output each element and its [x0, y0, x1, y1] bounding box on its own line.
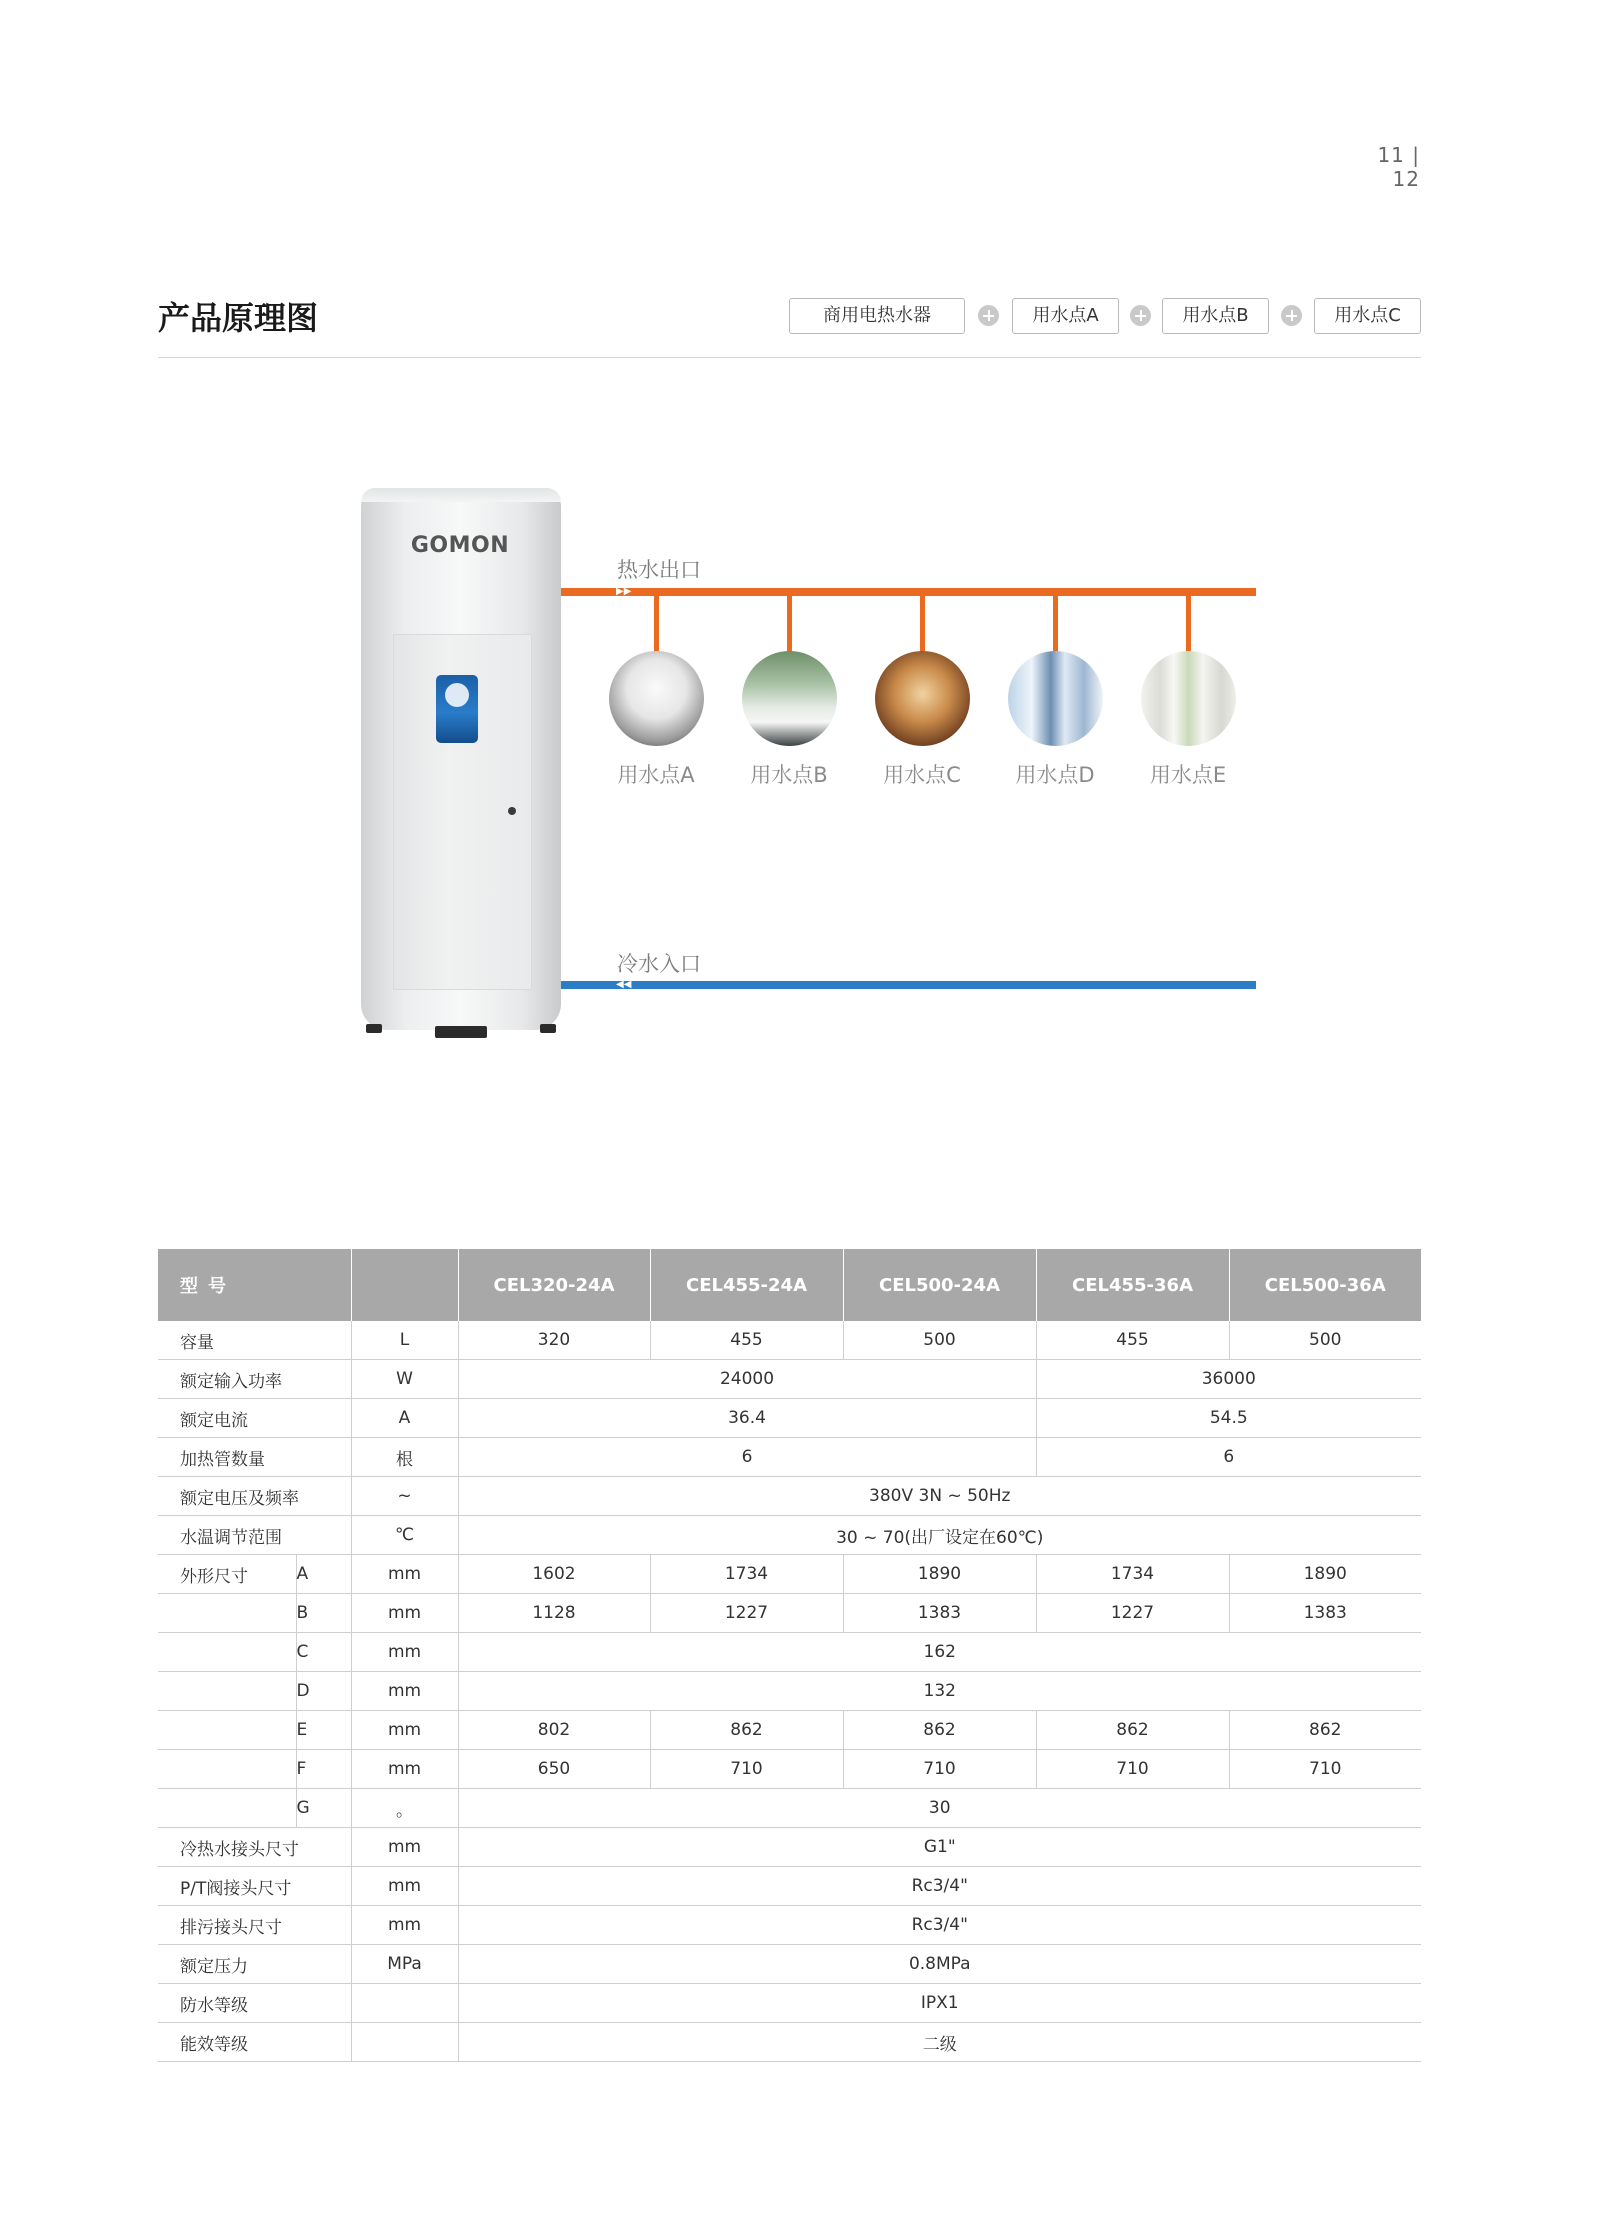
hot-water-outlet-label: 热水出口	[617, 558, 701, 582]
value-cell: 6	[458, 1438, 1036, 1477]
row-label	[158, 1672, 296, 1711]
model-column-header: CEL500-36A	[1229, 1249, 1421, 1321]
table-row	[158, 1906, 1421, 1945]
value-cell: Rc3/4"	[458, 1867, 1421, 1906]
table-row	[158, 1945, 1421, 1984]
unit-cell: L	[351, 1321, 458, 1360]
row-label: 容量	[158, 1321, 351, 1360]
unit-cell: mm	[351, 1555, 458, 1594]
row-label: 冷热水接头尺寸	[158, 1828, 351, 1867]
panel-knob	[508, 807, 516, 815]
model-column-header: CEL455-24A	[650, 1249, 843, 1321]
table-row	[158, 1828, 1421, 1867]
table-row	[158, 1555, 1421, 1594]
point-b-label: 用水点B	[750, 763, 828, 787]
unit-cell: mm	[351, 1828, 458, 1867]
hot-water-pipe	[561, 588, 1256, 596]
legend-point-c: 用水点C	[1314, 298, 1421, 334]
unit-cell	[351, 2023, 458, 2062]
row-label: 加热管数量	[158, 1438, 351, 1477]
value-cell: 132	[458, 1672, 1421, 1711]
value-cell: 862	[843, 1711, 1036, 1750]
table-row	[158, 1477, 1421, 1516]
row-label: 额定压力	[158, 1945, 351, 1984]
bathtub-image	[742, 651, 837, 746]
row-label: P/T阀接头尺寸	[158, 1867, 351, 1906]
unit-cell: ~	[351, 1477, 458, 1516]
value-cell: 36000	[1036, 1360, 1421, 1399]
sub-label: E	[296, 1711, 351, 1750]
hot-pipe-branch	[1053, 596, 1058, 652]
tank-top	[361, 488, 561, 502]
hot-pipe-branch	[787, 596, 792, 652]
row-label: 额定输入功率	[158, 1360, 351, 1399]
value-cell: 862	[650, 1711, 843, 1750]
unit-cell: mm	[351, 1750, 458, 1789]
table-row	[158, 1750, 1421, 1789]
value-cell: 1890	[1229, 1555, 1421, 1594]
flow-arrow-icon: ◀◀	[616, 979, 632, 990]
value-cell: 1890	[843, 1555, 1036, 1594]
value-cell: 455	[650, 1321, 843, 1360]
value-cell: 862	[1036, 1711, 1229, 1750]
legend-point-a: 用水点A	[1012, 298, 1119, 334]
tank-foot	[366, 1024, 382, 1033]
table-row	[158, 1438, 1421, 1477]
unit-cell: 根	[351, 1438, 458, 1477]
sub-label: A	[296, 1555, 351, 1594]
specification-table	[158, 1249, 1421, 2062]
row-label: 防水等级	[158, 1984, 351, 2023]
row-label: 额定电压及频率	[158, 1477, 351, 1516]
model-column-header: CEL500-24A	[843, 1249, 1036, 1321]
table-header-row	[158, 1249, 1421, 1321]
row-label: 水温调节范围	[158, 1516, 351, 1555]
table-row	[158, 2023, 1421, 2062]
model-column-header: CEL455-36A	[1036, 1249, 1229, 1321]
bathroom-sink-image	[609, 651, 704, 746]
unit-cell: mm	[351, 1906, 458, 1945]
value-cell: 二级	[458, 2023, 1421, 2062]
legend-water-heater: 商用电热水器	[789, 298, 965, 334]
value-cell: 500	[843, 1321, 1036, 1360]
unit-cell: mm	[351, 1633, 458, 1672]
model-column-header: CEL320-24A	[458, 1249, 650, 1321]
sub-label: G	[296, 1789, 351, 1828]
value-cell: 1383	[843, 1594, 1036, 1633]
value-cell: 710	[1036, 1750, 1229, 1789]
unit-cell: mm	[351, 1867, 458, 1906]
value-cell: 0.8MPa	[458, 1945, 1421, 1984]
page-title: 产品原理图	[158, 299, 319, 337]
shower-stalls-image	[1141, 651, 1236, 746]
value-cell: 1128	[458, 1594, 650, 1633]
value-cell: 54.5	[1036, 1399, 1421, 1438]
row-label: 外形尺寸	[158, 1555, 296, 1594]
hot-pipe-branch	[1186, 596, 1191, 652]
sub-label: C	[296, 1633, 351, 1672]
hot-pipe-branch	[920, 596, 925, 652]
value-cell: 862	[1229, 1711, 1421, 1750]
spa-room-image	[875, 651, 970, 746]
value-cell: 30 ~ 70(出厂设定在60℃)	[458, 1516, 1421, 1555]
value-cell: 1734	[650, 1555, 843, 1594]
value-cell: 320	[458, 1321, 650, 1360]
row-label: 排污接头尺寸	[158, 1906, 351, 1945]
table-row	[158, 1321, 1421, 1360]
value-cell: 1227	[1036, 1594, 1229, 1633]
point-a-label: 用水点A	[617, 763, 695, 787]
table-row	[158, 1594, 1421, 1633]
value-cell: 1227	[650, 1594, 843, 1633]
value-cell: 30	[458, 1789, 1421, 1828]
table-row	[158, 1360, 1421, 1399]
value-cell: 6	[1036, 1438, 1421, 1477]
value-cell: 1602	[458, 1555, 650, 1594]
plus-icon	[1130, 305, 1151, 326]
legend-point-b: 用水点B	[1162, 298, 1269, 334]
value-cell: IPX1	[458, 1984, 1421, 2023]
value-cell: 710	[843, 1750, 1036, 1789]
row-label	[158, 1750, 296, 1789]
sub-label: D	[296, 1672, 351, 1711]
flow-arrow-icon: ▶▶	[616, 586, 632, 597]
value-cell: G1"	[458, 1828, 1421, 1867]
page-number: 11 | 12	[1377, 143, 1420, 191]
unit-cell: W	[351, 1360, 458, 1399]
value-cell: 650	[458, 1750, 650, 1789]
value-cell: 500	[1229, 1321, 1421, 1360]
value-cell: 36.4	[458, 1399, 1036, 1438]
value-cell: 1383	[1229, 1594, 1421, 1633]
value-cell: 802	[458, 1711, 650, 1750]
table-row	[158, 1867, 1421, 1906]
value-cell: 24000	[458, 1360, 1036, 1399]
plus-icon	[1281, 305, 1302, 326]
point-e-label: 用水点E	[1149, 763, 1227, 787]
shower-corridor-image	[1008, 651, 1103, 746]
unit-header	[351, 1249, 458, 1321]
value-cell: 380V 3N ~ 50Hz	[458, 1477, 1421, 1516]
table-row	[158, 1984, 1421, 2023]
unit-cell: mm	[351, 1594, 458, 1633]
unit-cell: mm	[351, 1672, 458, 1711]
table-row	[158, 1789, 1421, 1828]
row-label	[158, 1789, 296, 1828]
model-header: 型号	[158, 1249, 351, 1321]
table-row	[158, 1399, 1421, 1438]
value-cell: 1734	[1036, 1555, 1229, 1594]
title-divider	[158, 357, 1421, 358]
sub-label: F	[296, 1750, 351, 1789]
cold-water-pipe	[561, 981, 1256, 989]
point-c-label: 用水点C	[883, 763, 961, 787]
sub-label: B	[296, 1594, 351, 1633]
hot-pipe-branch	[654, 596, 659, 652]
point-d-label: 用水点D	[1015, 763, 1095, 787]
table-row	[158, 1633, 1421, 1672]
brand-logo: GOMON	[410, 533, 510, 558]
row-label	[158, 1711, 296, 1750]
unit-cell	[351, 1984, 458, 2023]
unit-cell: mm	[351, 1711, 458, 1750]
unit-cell: ℃	[351, 1516, 458, 1555]
table-row	[158, 1711, 1421, 1750]
plus-icon	[978, 305, 999, 326]
value-cell: Rc3/4"	[458, 1906, 1421, 1945]
row-label: 额定电流	[158, 1399, 351, 1438]
cold-water-inlet-label: 冷水入口	[617, 952, 701, 976]
value-cell: 710	[650, 1750, 843, 1789]
unit-cell: 。	[351, 1789, 458, 1828]
row-label	[158, 1594, 296, 1633]
tank-foot	[540, 1024, 556, 1033]
energy-badge-icon	[436, 675, 478, 743]
row-label	[158, 1633, 296, 1672]
unit-cell: A	[351, 1399, 458, 1438]
value-cell: 162	[458, 1633, 1421, 1672]
tank-base	[435, 1026, 487, 1038]
value-cell: 455	[1036, 1321, 1229, 1360]
table-row	[158, 1516, 1421, 1555]
table-row	[158, 1672, 1421, 1711]
value-cell: 710	[1229, 1750, 1421, 1789]
row-label: 能效等级	[158, 2023, 351, 2062]
unit-cell: MPa	[351, 1945, 458, 1984]
